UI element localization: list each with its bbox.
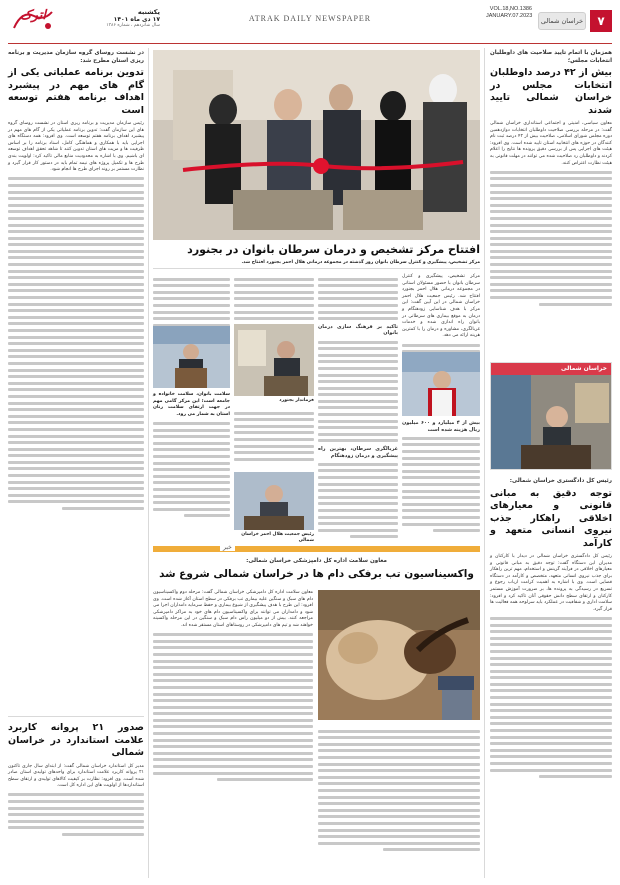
issue-volume: VOL.18,NO.1386 <box>489 6 532 12</box>
podium-photo <box>153 326 230 388</box>
pull-quote: سلامت بانوان، سلامت خانواده و جامعه است؛ این مرکز گامی مهم در جهت ارتقای سلامت زنان استان به شمار می رود. <box>153 392 230 417</box>
main-story-continued <box>318 341 398 443</box>
main-story-col-3b <box>234 408 314 464</box>
main-story-continued <box>402 437 480 532</box>
logo-text: اترک <box>19 8 47 23</box>
date-day: یکشنبه <box>137 8 160 16</box>
masthead <box>0 0 620 44</box>
main-story-continued <box>153 278 230 327</box>
official-speaking-image <box>234 324 314 396</box>
main-caption: مرکز تشخیص، پیشگیری و کنترل سرطان بانوان روز گذشته در مجموعه درمانی هلال احمر بجنورد افتتاح شد. <box>241 260 480 265</box>
right-column-story2 <box>490 478 612 782</box>
ribbon-cutting-photo <box>153 50 480 240</box>
story-kicker: همزمان با اتمام تایید صلاحیت های داوطلبان انتخابات مجلس؛ <box>490 50 612 64</box>
page-number: ۷ <box>590 10 612 32</box>
sub-head: تاکید بر فرهنگ سازی درمان بانوان <box>318 323 398 337</box>
podium-image <box>153 326 230 388</box>
header-rule <box>8 43 612 44</box>
issue-info <box>486 6 532 20</box>
main-story-continued <box>234 278 314 321</box>
vaccination-story-header <box>153 558 480 581</box>
main-story-continued <box>318 278 398 321</box>
sub-head: غربالگری سرطان، بهترین راه پیشگیری و درمان زودهنگام <box>318 446 398 459</box>
main-photo <box>153 50 480 240</box>
story-body: مدیر کل استاندارد خراسان شمالی گفت: از ابتدای سال جاری تاکنون ۲۱ پروانه کاربرد علامت استاندارد برای واحدهای تولیدی استان صادر شده است. وی افزود: نظارت بر کیفیت کالاهای تولیدی و ارتقای سطح استانداردها از اولویت های این اداره کل است. <box>8 763 144 789</box>
main-story-col-2 <box>318 274 398 542</box>
vaccination-story-text <box>153 590 313 785</box>
section-separator <box>153 546 480 552</box>
story-headline: صدور ۲۱ پروانه کاربرد علامت استاندارد در خراسان شمالی <box>8 722 144 758</box>
date-sub: سال شانزدهم ، شماره ۱۳۸۶ <box>106 23 160 28</box>
issue-date: JANUARY.07.2023 <box>486 13 533 19</box>
main-story-col-3 <box>234 274 314 324</box>
masthead-title: ATRAK DAILY NEWSPAPER <box>248 14 372 23</box>
main-story-continued <box>153 422 230 517</box>
main-story-col-1 <box>402 274 480 363</box>
small-caption: رئیس جمعیت هلال احمر خراسان شمالی <box>241 532 314 543</box>
right-column <box>490 50 612 309</box>
story-headline: توجه دقیق به مبانی قانونی و معیارهای اخلاقی راهکار جذب نیروی انسانی متعهد و کارآمد <box>490 487 612 549</box>
main-story-col-4 <box>153 274 230 330</box>
main-story-header <box>153 243 480 257</box>
livestock-image <box>318 590 480 720</box>
main-headline: افتتاح مرکز تشخیص و درمان سرطان بانوان در بجنورد <box>187 243 480 256</box>
main-story-col-1b <box>402 420 480 536</box>
story-body-continued <box>490 617 612 778</box>
story-body-continued <box>8 793 144 836</box>
story-body-continued <box>490 171 612 306</box>
small-caption: فرماندار بجنورد <box>279 398 314 403</box>
main-story-continued <box>318 463 398 539</box>
story-body-continued <box>8 177 144 510</box>
vaccination-story-text-2 <box>318 726 480 855</box>
official-speaking-photo <box>234 324 314 396</box>
story-headline: تدوین برنامه عملیاتی یکی از گام های مهم در پیشبرد اهداف برنامه هفتم توسعه است <box>8 67 144 116</box>
redcrescent-official-image <box>234 472 314 530</box>
story-body: معاون سلامت اداره کل دامپزشکی خراسان شمالی گفت: مرحله دوم واکسیناسیون دام های سبک و سنگین علیه بیماری تب برفکی در سطح استان آغاز شده است. وی افزود: این طرح با هدف پیشگیری از شیوع بیماری و حفظ سرمایه دامداران اجرا می شود و دامداران می توانند برای واکسیناسیون دام های خود به مراکز دامپزشکی مراجعه کنند. بیش از دو میلیون راس دام سبک و سنگین در این مرحله واکسینه خواهند شد و تیم های دامپزشکی در روستاهای استان مستقر شده اند. <box>153 590 313 628</box>
story-kicker: در نشست روسای گروه سازمان مدیریت و برنامه ریزی استان مطرح شد: <box>8 50 144 64</box>
story-kicker: رئیس کل دادگستری خراسان شمالی: <box>509 478 612 484</box>
column-divider <box>484 48 485 878</box>
redcrescent-official-photo <box>234 472 314 530</box>
story-headline: بیش از ۴۲ درصد داوطلبان انتخابات مجلس در خراسان شمالی تایید شدند <box>490 67 612 116</box>
story-divider <box>8 716 144 717</box>
judiciary-photo-box <box>490 362 612 470</box>
column-divider <box>148 48 149 878</box>
left-column-story2 <box>8 722 144 840</box>
story-body-continued <box>318 730 480 852</box>
story-body-continued <box>153 633 313 781</box>
main-story-col-4b <box>153 392 230 521</box>
story-body: رئیس سازمان مدیریت و برنامه ریزی استان در نشست روسای گروه های این سازمان گفت: تدوین برنامه عملیاتی یکی از گام های مهم در پیشبرد اهداف برنامه هفتم توسعه است. وی افزود: همه دستگاه های اجرایی باید با همکاری و هماهنگی کامل، اسناد برنامه را بر اساس ظرفیت ها و مزیت های استان تدوین کنند تا شاهد تحقق اهداف توسعه ای باشیم. وی با اشاره به محدودیت منابع مالی تاکید کرد: اولویت بندی طرح ها و تکمیل پروژه های نیمه تمام باید در دستور کار قرار گیرد و نظارت مستمر بر روند اجرای طرح ها انجام شود. <box>8 121 144 173</box>
story-body: رئیس کل دادگستری خراسان شمالی در دیدار با کارکنان و مدیران این دستگاه گفت: توجه دقیق به مبانی قانونی و معیارهای اخلاقی در فرآیند گزینش و استخدام، مهم ترین راهکار برای جذب نیروی انسانی متعهد، متخصص و کارآمد در دستگاه قضایی است. وی با اشاره به اهمیت کرامت ارباب رجوع و تسریع در رسیدگی به پرونده ها، بر ضرورت آموزش مستمر کارکنان و ارتقای سطح دانش حقوقی آنان تاکید کرد و افزود: سلامت اداری و شفافیت در عملکرد باید سرلوحه همه فعالیت ها قرار گیرد. <box>490 554 612 612</box>
main-story-body: مرکز تشخیص، پیشگیری و کنترل سرطان بانوان با حضور مسئولان استانی در مجموعه درمانی هلال احمر بجنورد افتتاح شد. رئیس جمعیت هلال احمر خراسان شمالی در این آیین گفت: این مرکز با هدف شناسایی زودهنگام و درمان به موقع بیماری های سرطانی در بانوان راه اندازی شده و خدمات غربالگری، مشاوره و درمان را با کمترین هزینه ارائه می دهد. <box>402 274 480 339</box>
livestock-vaccination-photo <box>318 590 480 720</box>
sub-head: بیش از ۴ میلیارد و ۶۰۰ میلیون ریال هزینه شده است <box>402 420 480 433</box>
date-full: ۱۷ دی ماه ۱۴۰۱ <box>113 16 160 23</box>
main-story-continued <box>234 412 314 461</box>
speaker-image <box>402 352 480 416</box>
caption-rule <box>153 268 480 269</box>
official-photo <box>491 375 612 470</box>
story-kicker: معاون سلامت اداره کل دامپزشکی خراسان شمالی: <box>246 558 387 564</box>
speaker-photo <box>402 352 480 416</box>
left-column <box>8 50 144 514</box>
section-tag: خراسان شمالی <box>538 12 586 30</box>
story-headline: واکسیناسیون تب برفکی دام ها در خراسان شمالی شروع شد <box>159 567 474 580</box>
date-block <box>60 8 160 28</box>
box-title: خراسان شمالی <box>490 363 611 375</box>
separator-label: خبر <box>220 544 235 551</box>
story-body: معاون سیاسی، امنیتی و اجتماعی استانداری خراسان شمالی گفت: در مرحله بررسی صلاحیت داوطلبان انتخابات دوازدهمین دوره مجلس شورای اسلامی، صلاحیت بیش از ۴۲ درصد ثبت نام کنندگان در حوزه های انتخابیه استان تایید شده است. وی افزود: هیئت های اجرایی پس از بررسی دقیق پرونده ها نتایج را اعلام کردند و داوطلبان رد صلاحیت شده می توانند در مهلت قانونی به هیئت نظارت اعتراض کنند. <box>490 121 612 166</box>
newspaper-logo <box>10 6 56 34</box>
